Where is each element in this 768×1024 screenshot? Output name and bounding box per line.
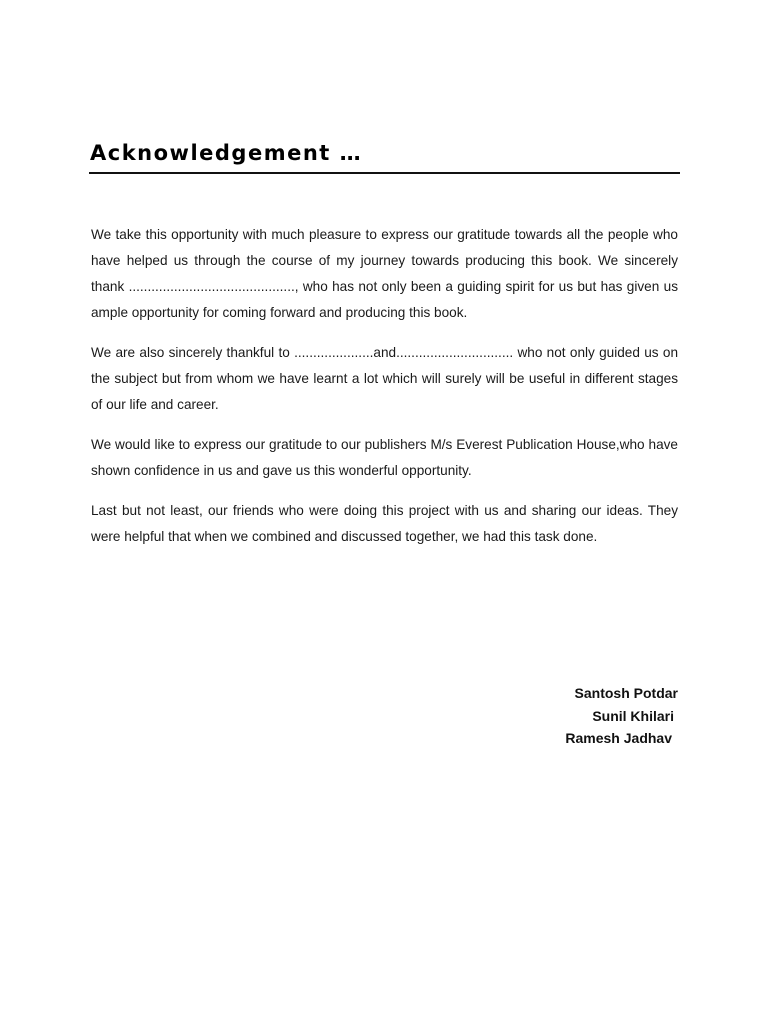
- signatory-sunil-khilari: Sunil Khilari: [592, 707, 674, 724]
- page-title: Acknowledgement …: [90, 141, 363, 165]
- signature-block: [565, 682, 678, 750]
- paragraph-1: We take this opportunity with much pleasure to express our gratitude towards all the people who have helped us through the course of my journey towards producing this book. We sincerely thank ............................................, who has not only been a guiding spirit for us but has given us ample opportunity for coming forward and producing this book.: [91, 227, 678, 320]
- paragraph-3: We would like to express our gratitude to our publishers M/s Everest Publication House,who have shown confidence in us and gave us this wonderful opportunity.: [91, 437, 678, 478]
- paragraph-2: We are also sincerely thankful to .....................and............................... who not only guided us on the subject but from whom we have learnt a lot which will surely will be useful in different stages of our life and career.: [91, 345, 678, 412]
- signatory-ramesh-jadhav: Ramesh Jadhav: [565, 730, 672, 746]
- paragraph-4: Last but not least, our friends who were doing this project with us and sharing our ideas. They were helpful that when we combined and discussed together, we had this task done.: [91, 503, 678, 544]
- signatory-santosh-potdar: Santosh Potdar: [574, 685, 678, 701]
- title-divider: [89, 172, 680, 174]
- acknowledgement-body: [91, 222, 678, 564]
